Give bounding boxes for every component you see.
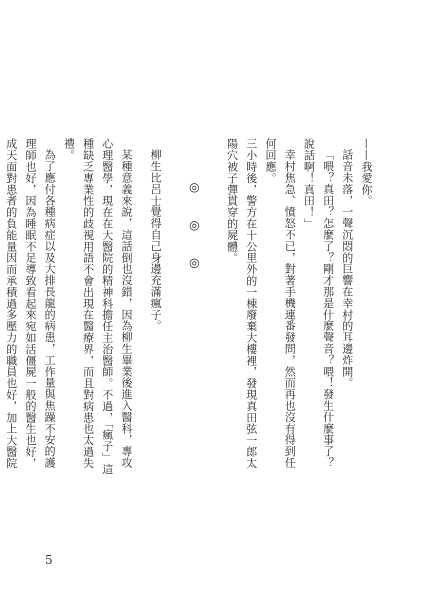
vertical-text-body <box>4 138 376 478</box>
paragraph: ——我愛你。 <box>360 138 373 207</box>
paragraph: 柳生比呂士覺得自己身邊充滿瘋子。 <box>149 149 163 332</box>
paragraph: 話音未落，一聲沉悶的巨響在幸村的耳邊炸開。 <box>340 149 354 389</box>
page-number: 5 <box>45 553 53 567</box>
paragraph: 「喂？真田？怎麼了？剛才那是什麼聲音？喂！發生什麼事了？說話啊！真田！」 <box>302 138 335 469</box>
paragraph: 某種意義來說，這話倒也沒錯，因為柳生畢業後進入醫科，專攻心理醫學，現在在大醫院的精神科擔任主治醫師。不過，「瘋子」這種缺乏專業性的歧視用語不會出現在醫療界，而且對病患也太過失禮。 <box>62 138 133 475</box>
paragraph: 為了應付各種病症以及大排長龍的病患，工作量與焦躁不安的護理師也好，因為睡眠不足導致看起來宛如活僵屍一般的醫生也好，成天面對患者的負能量因而承積過多壓力的職員也好，加上大醫院 <box>4 138 57 469</box>
paragraph: 三小時後，警方在十公里外的一棟廢棄大樓裡，發現真田弦一郎太陽穴被子彈貫穿的屍體。 <box>225 138 258 469</box>
scene-break-marker: ◎ ◎ ◎ <box>187 180 202 280</box>
paragraph: 幸村焦急、憤怒不已，對著手機連番發問，然而再也沒有得到任何回應。 <box>263 138 297 469</box>
